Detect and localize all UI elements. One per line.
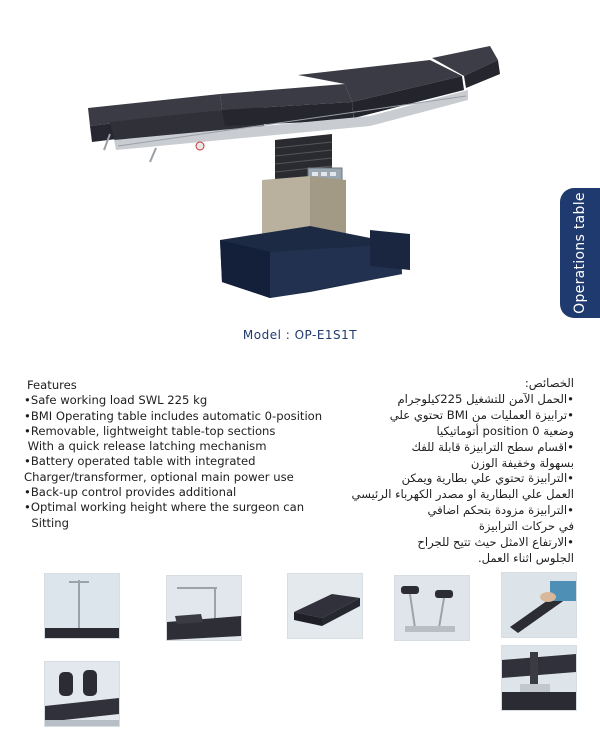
feature-line: •Battery operated table with integrated <box>24 454 256 469</box>
model-label: Model : OP-E1S1T <box>242 328 358 342</box>
feature-line: With a quick release latching mechanism <box>24 439 267 454</box>
table-top-thumbnail <box>287 573 363 639</box>
feature-line-arabic: •الحمل الآمن للتشغيل 225كيلوجرام <box>397 391 574 406</box>
leg-holders-thumbnail <box>394 575 470 641</box>
head-rest-thumbnail <box>44 661 120 727</box>
feature-line: •BMI Operating table includes automatic 0-position <box>24 408 323 423</box>
feature-line-arabic: وضعية 0 position أتوماتيكيا <box>436 423 574 438</box>
feature-line: •Removable, lightweight table-top sections <box>24 423 276 438</box>
iv-pole-thumbnail <box>44 573 120 639</box>
feature-line: •Back-up control provides additional <box>24 485 237 500</box>
feature-line-arabic: •ترابيزة العمليات من BMI تحتوي علي <box>389 407 574 422</box>
feature-line-arabic: في حركات الترابيزة <box>478 519 574 534</box>
feature-line: •Safe working load SWL 225 kg <box>24 393 208 408</box>
feature-line-arabic: •الترابيزة تحتوي علي بطارية ويمكن <box>401 471 574 486</box>
features-title: Features <box>27 378 77 392</box>
feature-line: •Optimal working height where the surgeon can <box>24 500 305 515</box>
feature-line: Charger/transformer, optional main power use <box>24 469 294 484</box>
feature-line-arabic: •الارتفاع الامثل حيث تتيح للجراح <box>417 535 574 550</box>
operating-table-image <box>70 30 540 320</box>
feature-line-arabic: بسهولة وخفيفة الوزن <box>470 455 574 470</box>
side-tab-label: Operations table <box>572 192 588 314</box>
arm-board-thumbnail <box>501 572 577 638</box>
features-title-arabic: الخصائص: <box>524 376 574 390</box>
features-arabic <box>314 376 574 567</box>
operations-table-tab <box>560 188 600 318</box>
feature-line-arabic: الجلوس اثناء العمل. <box>477 550 574 565</box>
feature-line: Sitting <box>24 515 69 530</box>
feature-line-arabic: العمل علي البطارية او مصدر الكهرباء الرئيسي <box>351 487 574 502</box>
anesthesia-screen-thumbnail <box>166 575 242 641</box>
side-clamp-thumbnail <box>501 645 577 711</box>
feature-line-arabic: •الترابيزة مزودة بتحكم اضافي <box>427 503 574 518</box>
features-english <box>24 378 344 531</box>
feature-line-arabic: •اقسام سطح الترابيزة قابلة للفك <box>411 439 574 454</box>
